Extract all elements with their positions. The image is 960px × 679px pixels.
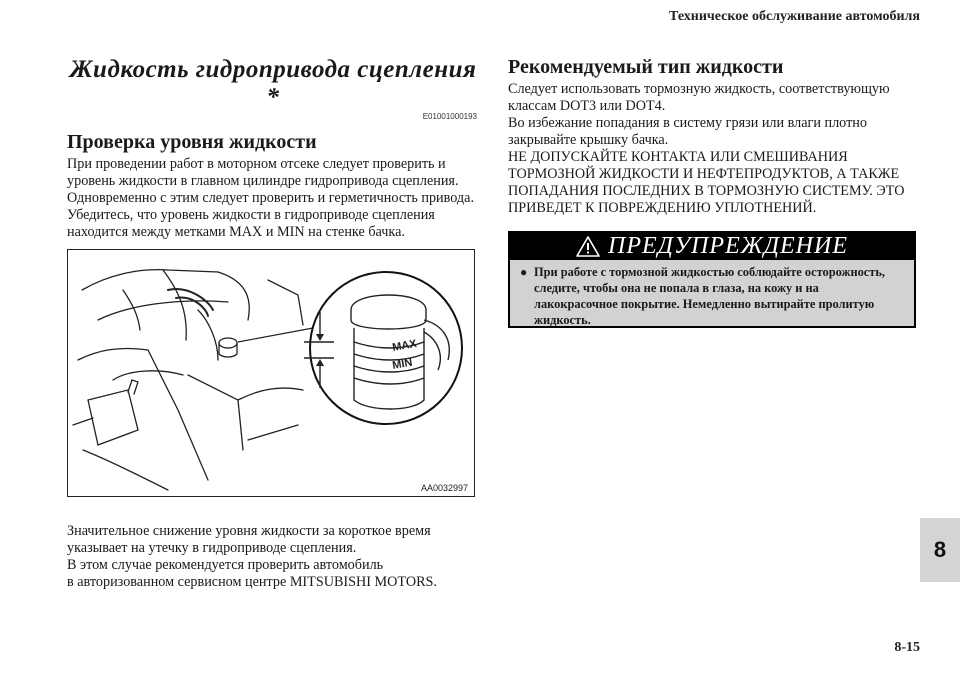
fluid-line-3: Во избежание попадания в систему грязи или влаги плотно bbox=[508, 115, 867, 131]
leak-note bbox=[67, 523, 479, 591]
chapter-tab: 8 bbox=[920, 518, 960, 582]
bullet-icon: ● bbox=[520, 265, 528, 279]
warning-box bbox=[508, 231, 916, 328]
fluid-line-8: ПРИВЕДЕТ К ПОВРЕЖДЕНИЮ УПЛОТНЕНИЙ. bbox=[508, 200, 817, 216]
leak-note-line-3: В этом случае рекомендуется проверить автомобиль bbox=[67, 557, 384, 573]
reservoir-illustration bbox=[67, 249, 475, 497]
warning-header bbox=[510, 233, 914, 260]
fluid-type-heading: Рекомендуемый тип жидкости bbox=[508, 56, 784, 78]
warning-title: ПРЕДУПРЕЖДЕНИЕ bbox=[608, 233, 848, 259]
max-mark-label: MAX bbox=[391, 337, 418, 354]
page-title: Жидкость гидропривода сцепления * bbox=[69, 56, 477, 111]
running-header: Техническое обслуживание автомобиля bbox=[669, 9, 920, 24]
check-level-paragraph: При проведении работ в моторном отсеке следует проверить и уровень жидкости в главном цилиндре гидропривода сцепления. Одновременно с этим следует проверить и герметичность привода. Убедитесь, что уровень жидкости в гидроприводе сцепления находится между метками MAX и MIN на стенке бачка. bbox=[67, 156, 474, 240]
fluid-line-6: ТОРМОЗНОЙ ЖИДКОСТИ И НЕФТЕПРОДУКТОВ, А ТАКЖЕ bbox=[508, 166, 900, 182]
fluid-line-5: НЕ ДОПУСКАЙТЕ КОНТАКТА ИЛИ СМЕШИВАНИЯ bbox=[508, 149, 848, 165]
fluid-line-4: закрывайте крышку бачка. bbox=[508, 132, 669, 148]
right-column bbox=[508, 52, 918, 328]
page-number: 8-15 bbox=[894, 640, 920, 655]
warning-text: При работе с тормозной жидкостью соблюдайте осторожность, следите, чтобы она не попала в глаза, на кожу и на лакокрасочное покрытие. Немедленно вытирайте пролитую жидкость. bbox=[534, 265, 886, 327]
leak-note-line-1: Значительное снижение уровня жидкости за короткое время bbox=[67, 523, 431, 539]
leak-note-line-4: в авторизованном сервисном центре MITSUBISHI MOTORS. bbox=[67, 574, 437, 590]
fluid-type-text bbox=[508, 81, 918, 217]
engine-bay-drawing bbox=[68, 250, 474, 496]
figure-code: AA0032997 bbox=[420, 483, 468, 493]
section-code: E01001000193 bbox=[422, 112, 477, 121]
min-mark-label: MIN bbox=[391, 356, 414, 372]
check-level-heading: Проверка уровня жидкости bbox=[67, 131, 317, 153]
leak-note-line-2: указывает на утечку в гидроприводе сцепления. bbox=[67, 540, 357, 556]
warning-triangle-icon bbox=[576, 236, 600, 257]
warning-body bbox=[510, 260, 914, 328]
fluid-line-2: классам DOT3 или DOT4. bbox=[508, 98, 666, 114]
left-column bbox=[67, 52, 479, 591]
fluid-line-7: ПОПАДАНИЯ ПОСЛЕДНИХ В ТОРМОЗНУЮ СИСТЕМУ. ЭТО bbox=[508, 183, 905, 199]
fluid-line-1: Следует использовать тормозную жидкость, соответствующую bbox=[508, 81, 890, 97]
